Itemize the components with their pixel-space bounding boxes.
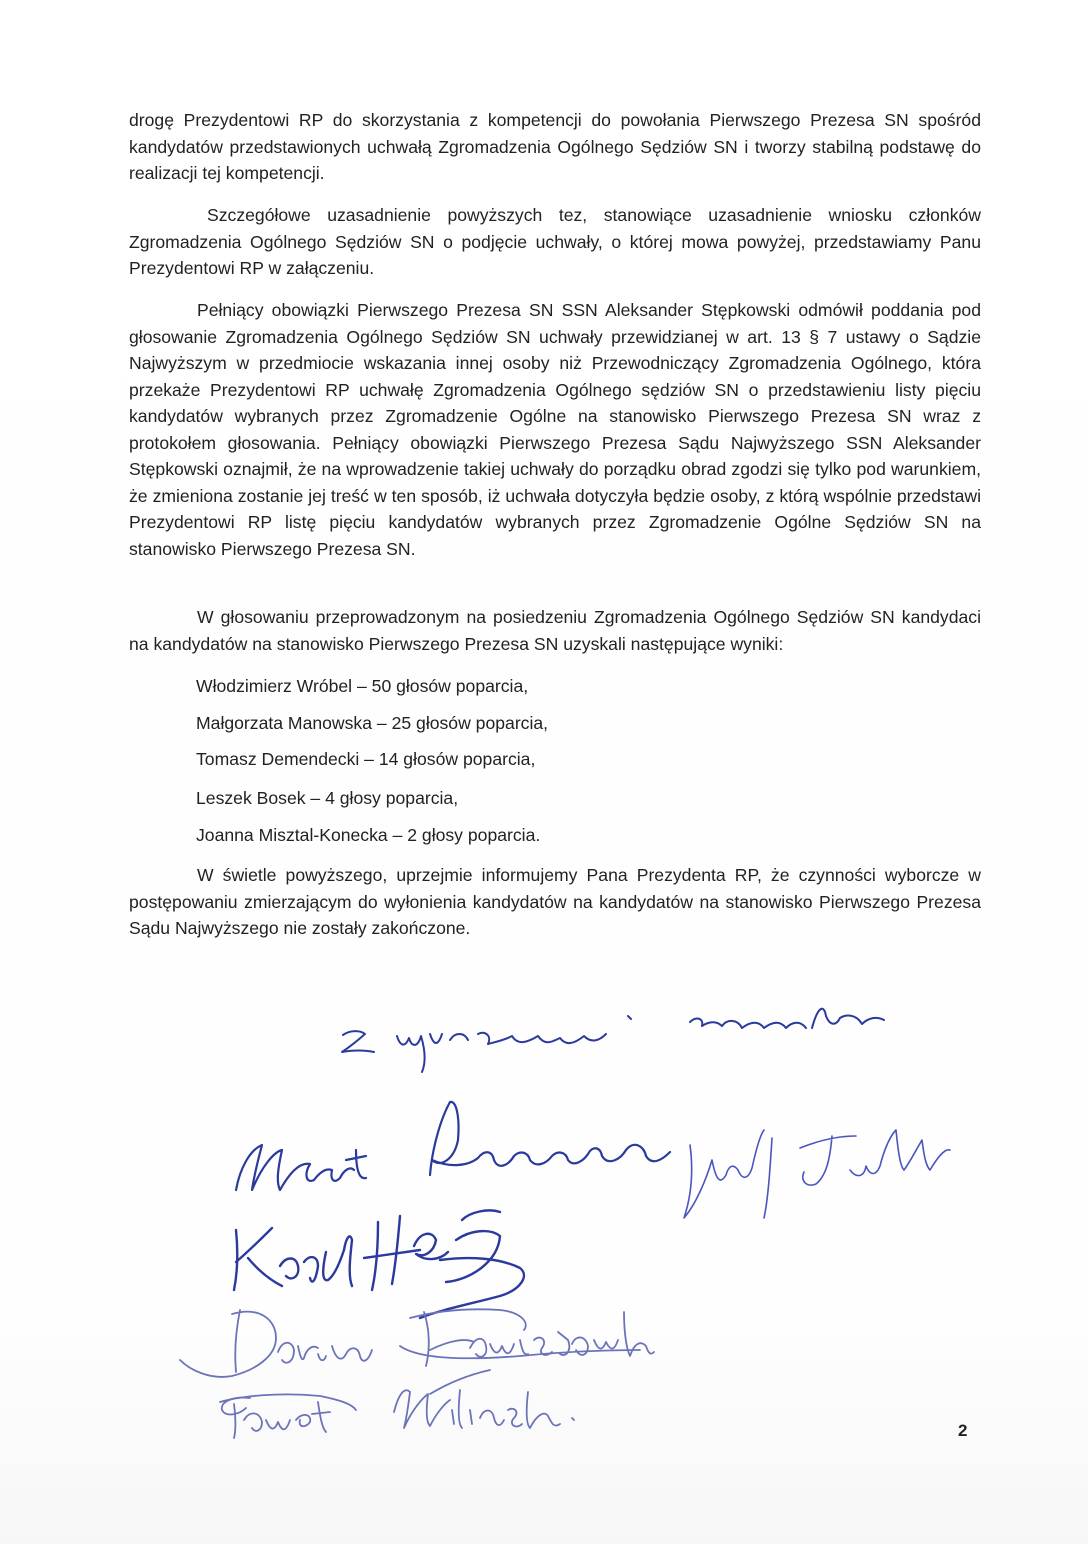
signature-pawel-wilinski (220, 1370, 574, 1438)
result-item: Włodzimierz Wróbel – 50 głosów poparcia, (196, 676, 529, 696)
page-number: 2 (958, 1421, 968, 1440)
paragraph-2: Szczegółowe uzasadnienie powyższych tez, stanowiące uzasadnienie wniosku członków Zgromadzenia Ogólnego Sędziów SN o podjęcie uchwały, o której mowa powyżej, przedstawiamy Panu Prezydentowi RP w załączeniu. (129, 205, 981, 278)
result-item: Joanna Misztal-Konecka – 2 głosy poparcia. (196, 825, 541, 845)
paragraph-4: W głosowaniu przeprowadzonym na posiedzeniu Zgromadzenia Ogólnego Sędziów SN kandydaci na kandydatów na stanowisko Pierwszego Prezesa SN uzyskali następujące wyniki: (129, 607, 981, 654)
result-item: Tomasz Demendecki – 14 głosów poparcia, (196, 749, 536, 769)
closing-handwriting (342, 1009, 884, 1072)
result-item: Leszek Bosek – 4 głosy poparcia, (196, 788, 459, 808)
signature-marta-romanska (236, 1102, 670, 1190)
signature-jerzy-iwulski (684, 1130, 950, 1218)
paragraph-5-conclusion: W świetle powyższego, uprzejmie informujemy Pana Prezydenta RP, że czynności wyborcze w postępowaniu zmierzającym do wyłonienia kandydatów na kandydatów na stanowisko Pierwszego Prezesa Sądu Najwyższego nie zostały zakończone. (129, 865, 981, 938)
signature-dariusz-zawistowski (180, 1309, 654, 1377)
result-item: Małgorzata Manowska – 25 głosów poparcia, (196, 713, 549, 733)
signature-karol-weitz (234, 1210, 524, 1318)
paragraph-3: Pełniący obowiązki Pierwszego Prezesa SN SSN Aleksander Stępkowski odmówił poddania pod głosowanie Zgromadzenia Ogólnego Sędziów SN uchwały przewidzianej w art. 13 § 7 ustawy o Sądzie Najwyższym w przedmiocie wskazania innej osoby niż Przewodniczący Zgromadzenia Ogólnego, która przekaże Prezydentowi RP uchwałę Zgromadzenia Ogólnego sędziów SN o przedstawieniu listy pięciu kandydatów wybranych przez Zgromadzenie Ogólne na stanowisko Pierwszego Prezesa SN wraz z protokołem głosowania. Pełniący obowiązki Pierwszego Prezesa Sądu Najwyższego SSN Aleksander Stępkowski oznajmił, że na wprowadzenie takiej uchwały do porządku obrad zgodzi się tylko pod warunkiem, że zmieniona zostanie jej treść w ten sposób, iż uchwała dotyczyła będzie osoby, z którą wspólnie przedstawi Prezydentowi RP listę pięciu kandydatów wybranych przez Zgromadzenie Ogólne Sędziów SN na stanowisko Pierwszego Prezesa SN. (129, 300, 981, 559)
paragraph-1: drogę Prezydentowi RP do skorzystania z kompetencji do powołania Pierwszego Prezesa SN spośród kandydatów przedstawionych uchwałą Zgromadzenia Ogólnego Sędziów SN i tworzy stabilną podstawę do realizacji tej kompetencji. (129, 110, 981, 183)
